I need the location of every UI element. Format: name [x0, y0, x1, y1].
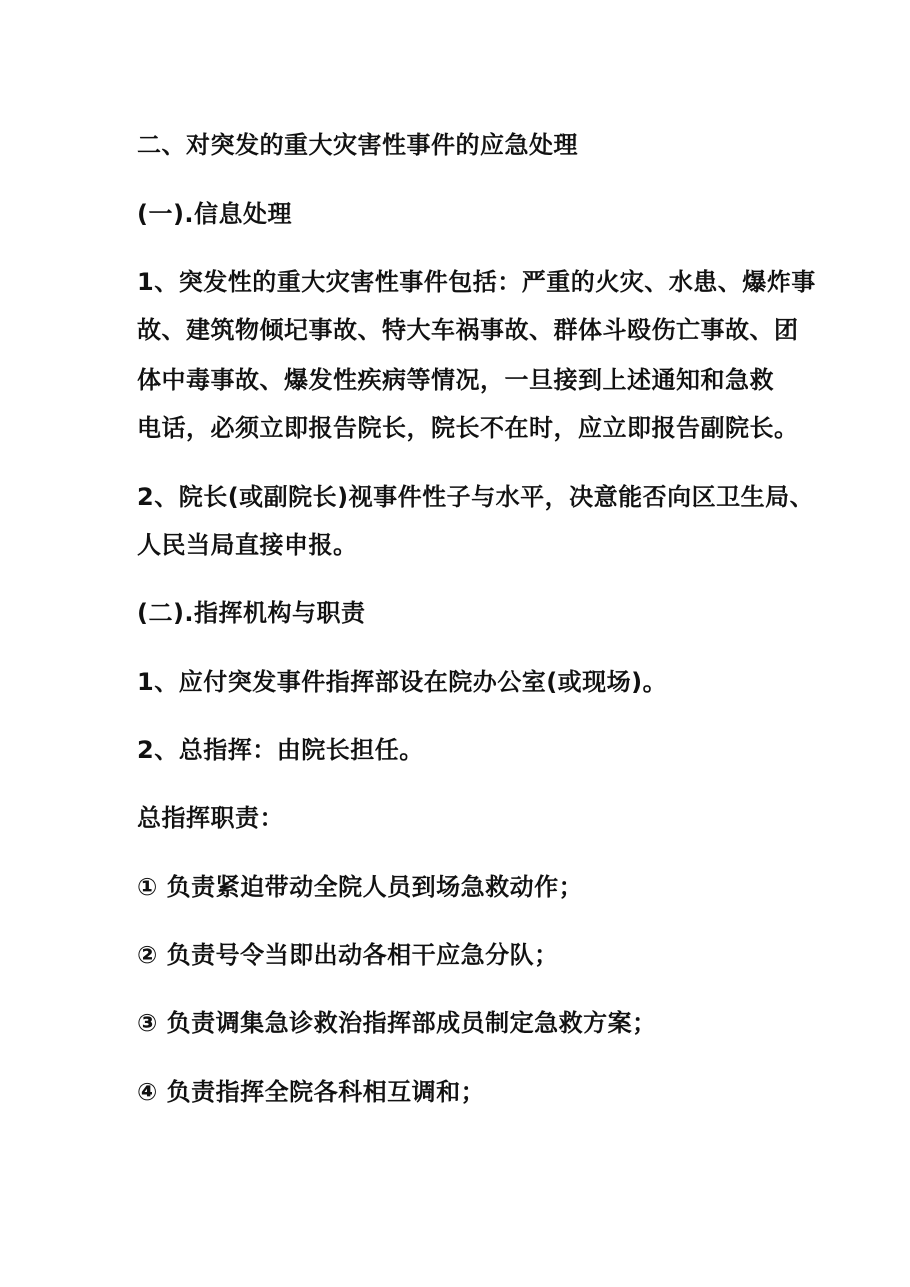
section-1-title: (一).信息处理: [137, 200, 293, 228]
duty-item-4: ④ 负责指挥全院各科相互调和；: [137, 1078, 486, 1106]
document-heading: 二、对突发的重大灾害性事件的应急处理: [137, 131, 578, 159]
duty-item-2: ② 负责号令当即出动各相干应急分队；: [137, 941, 559, 969]
section-1-item-2-line-1: 2、院长(或副院长)视事件性子与水平，决意能否向区卫生局、: [137, 483, 815, 511]
section-1-item-1-line-1: 1、突发性的重大灾害性事件包括：严重的火灾、水患、爆炸事: [137, 268, 816, 296]
section-2-title: (二).指挥机构与职责: [137, 599, 366, 627]
section-1-item-1-line-3: 体中毒事故、爆发性疾病等情况，一旦接到上述通知和急救: [137, 366, 774, 394]
section-2-item-1: 1、应付突发事件指挥部设在院办公室(或现场)。: [137, 668, 668, 696]
duty-item-3: ③ 负责调集急诊救治指挥部成员制定急救方案；: [137, 1009, 657, 1037]
duty-item-1: ① 负责紧迫带动全院人员到场急救动作；: [137, 873, 584, 901]
section-2-item-2: 2、总指挥：由院长担任。: [137, 736, 424, 764]
section-1-item-1-line-2: 故、建筑物倾圮事故、特大车祸事故、群体斗殴伤亡事故、团: [137, 316, 799, 344]
duties-title: 总指挥职责：: [137, 804, 284, 832]
section-1-item-1-line-4: 电话，必须立即报告院长，院长不在时，应立即报告副院长。: [137, 414, 799, 442]
section-1-item-2-line-2: 人民当局直接申报。: [137, 531, 358, 559]
